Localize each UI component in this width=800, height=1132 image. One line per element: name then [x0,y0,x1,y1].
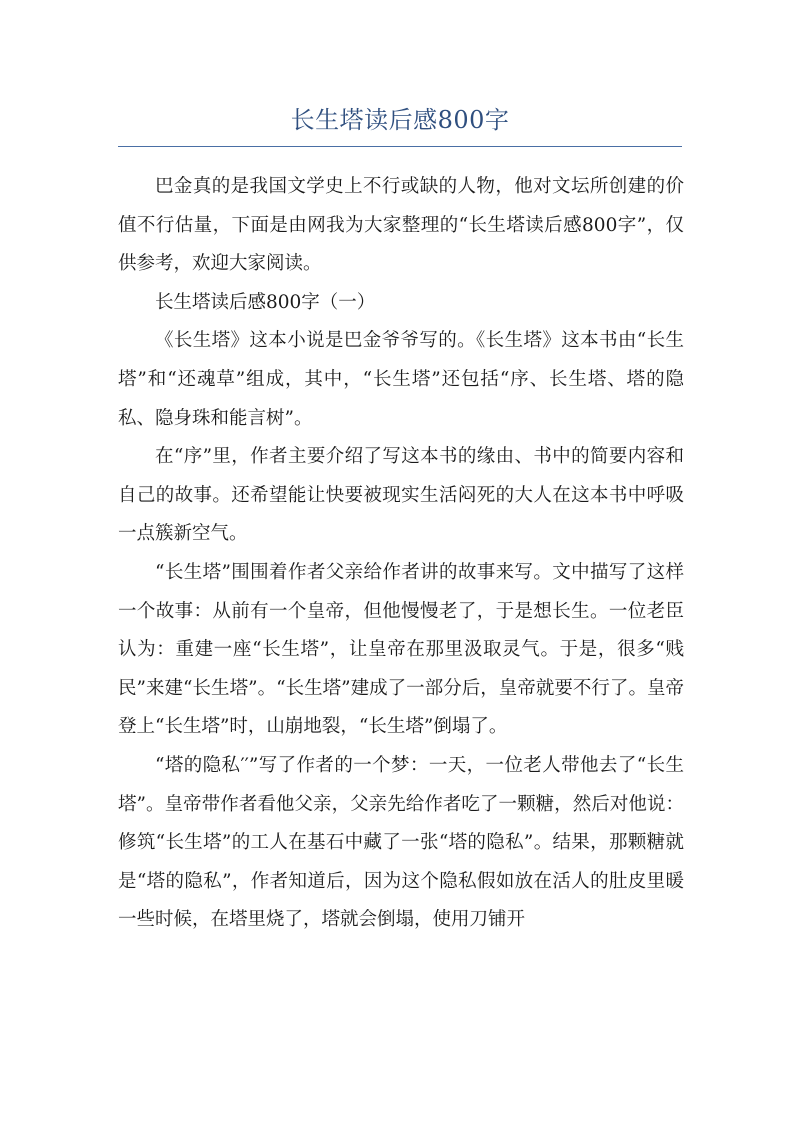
body-paragraph: 《长生塔》这本小说是巴金爷爷写的。《长生塔》这本书由“长生塔”和“还魂草”组成，其中，“长生塔”还包括“序、长生塔、塔的隐私、隐身珠和能言树”。 [118,330,684,429]
intro-paragraph: 巴金真的是我国文学史上不行或缺的人物，他对文坛所创建的价值不行估量，下面是由网我为大家整理的“长生塔读后感800字”，仅供参考，欢迎大家阅读。 [118,176,684,275]
section-heading: 长生塔读后感800字（一） [155,291,376,313]
body-paragraph: “塔的隐私′′”写了作者的一个梦：一天，一位老人带他去了“长生塔”。皇帝带作者看他父亲，父亲先给作者吃了一颗糖，然后对他说：修筑“长生塔”的工人在基石中藏了一张“塔的隐私”。结果，那颗糖就是“塔的隐私”，作者知道后，因为这个隐私假如放在活人的肚皮里暖一些时候，在塔里烧了，塔就会倒塌，使用刀铺开 [118,754,684,931]
title-underline [118,146,682,147]
document-body [118,168,684,940]
body-paragraph: 在“序”里，作者主要介绍了写这本书的缘由、书中的简要内容和自己的故事。还希望能让快要被现实生活闷死的大人在这本书中呼吸一点簇新空气。 [118,446,684,545]
document-title: 长生塔读后感800字 [290,106,510,134]
body-paragraph: “长生塔”围围着作者父亲给作者讲的故事来写。文中描写了这样一个故事：从前有一个皇帝，但他慢慢老了，于是想长生。一位老臣认为：重建一座“长生塔”，让皇帝在那里汲取灵气。于是，很多“贱民”来建“长生塔”。“长生塔”建成了一部分后，皇帝就要不行了。皇帝登上“长生塔”时，山崩地裂，“长生塔”倒塌了。 [118,561,684,738]
